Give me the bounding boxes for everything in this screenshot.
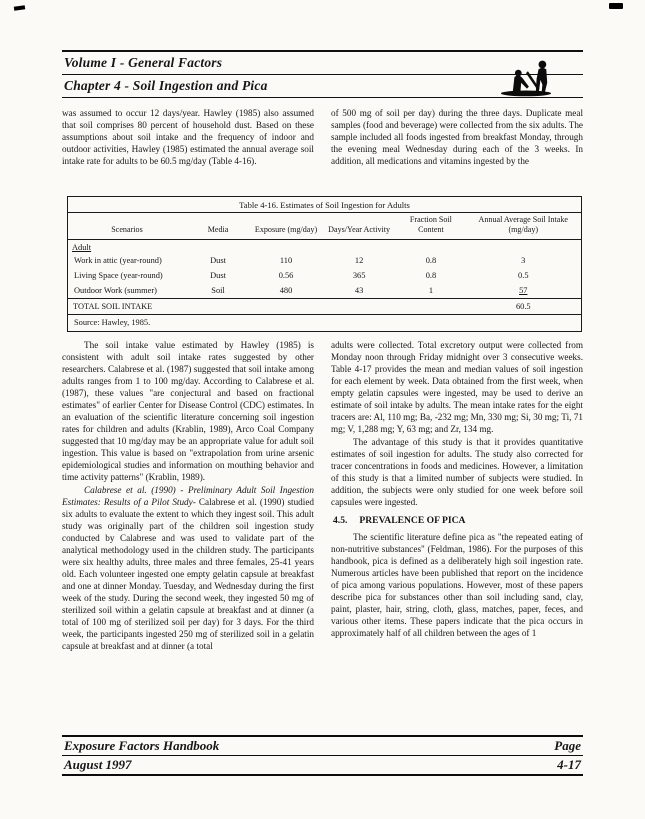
cell-media: Soil (211, 286, 225, 296)
paragraph: of 500 mg of soil per day) during the three days. Duplicate meal samples (food and beverage) were collected from the six adults. The sample included all foods ingested from breakfast Monday, through the evening meal Wednesday during each of the 3 weeks. In addition, all medications and vitamins ingested by the (331, 108, 583, 166)
paragraph-lead-italic: Calabrese et al. (1990) - Preliminary Adult Soil Ingestion Estimates: Results of a Pilot Study- (62, 485, 314, 507)
total-row (68, 299, 581, 315)
section-title: PREVALENCE OF PICA (359, 515, 466, 526)
total-label: TOTAL SOIL INTAKE (68, 299, 466, 315)
cell-exposure: 480 (279, 286, 293, 296)
right-column-top (331, 107, 583, 168)
footer-page-label: Page (554, 738, 581, 753)
table-row (68, 283, 581, 299)
col-header-fraction-soil: Fraction Soil Content (396, 213, 465, 240)
paragraph: The scientific literature define pica as "the repeated eating of non-nutritive substances" (Feldman, 1986). For the purposes of this handbook, pica is defined as a deliberately high soil ingestion rate. Numerous articles have been published that report on the incidence of pica among various populations. However, most of these papers describe pica for substances other than soil including sand, clay, paint, plaster, hair, string, cloth, glass, matches, paper, feces, and various other items. These papers indicate that the pica occurs in approximately half of all children between the ages of 1 (331, 532, 583, 638)
scan-artifact-top-left (14, 5, 25, 10)
group-row (68, 240, 581, 254)
table-row (68, 268, 581, 283)
total-value: 60.5 (466, 299, 581, 315)
cell-days: 365 (352, 271, 366, 281)
table-title: Table 4-16. Estimates of Soil Ingestion for Adults (68, 197, 581, 213)
col-header-days-year: Days/Year Activity (322, 213, 396, 240)
footer-row-1 (62, 737, 583, 755)
table-header-row (68, 213, 581, 240)
cell-media: Dust (210, 256, 226, 266)
section-heading (331, 515, 583, 527)
section-number: 4.5. (333, 515, 348, 526)
paragraph-rest: Calabrese et al. (1990) studied six adults to evaluate the extent to which they ingest soil. This adult study was originally part of the children soil ingestion study conducted by Calabrese and was used to validate part of the analytical methodology used in the children study. The participants were six healthy adults, three males and three females, 25-41 years old. Each volunteer ingested one empty gelatin capsule at breakfast and one at dinner Monday. Tuesday, and Wednesday during the first week of the study. During the second week, they ingested 50 mg of sterilized soil within a gelatin capsule at breakfast and at dinner (a total of 100 mg of sterilized soil per day) for 3 days. For the third week, the participants ingested 250 mg of sterilized soil in a gelatin capsule at breakfast and at dinner (a total (62, 497, 314, 651)
paragraph: The soil intake value estimated by Hawley (1985) is consistent with adult soil intake rates suggested by other researchers. Calabrese et al. (1987) suggested that soil intake among adults ranges from 1 to 100 mg/day. According to Calabrese et al. (1987), these values "are conjectural and based on fractional estimates" of earlier Center for Disease Control (CDC) estimates. In an evaluation of the scientific literature concerning soil ingestion rates for children and adults (Krablin, 1989), Arco Coal Company suggested that 10 mg/day may be an appropriate value for adult soil ingestion. This value is based on "extrapolation from urine arsenic epidemiological studies and information on mouthing behavior and time activity patterns" (Krablin, 1989). (62, 340, 314, 482)
soil-ingestion-table (68, 213, 581, 331)
paragraph: was assumed to occur 12 days/year. Hawley (1985) also assumed that soil comprises 80 percent of household dust. Based on these assumptions about soil intake and the frequency of indoor and outdoor activities, Hawley (1985) estimated the annual average soil intake rate for adults to be 60.5 mg/day (Table 4-16). (62, 108, 314, 166)
col-header-media: Media (186, 213, 250, 240)
cell-days: 43 (354, 286, 364, 296)
page-footer (62, 735, 583, 776)
footer-row-2 (62, 756, 583, 774)
table-row (68, 253, 581, 268)
cell-annual: 57 (519, 286, 528, 296)
cell-media: Dust (210, 271, 226, 281)
chapter-title: Chapter 4 - Soil Ingestion and Pica (64, 78, 268, 93)
cell-exposure: 0.56 (278, 271, 294, 281)
paragraph: The advantage of this study is that it provides quantitative estimates of soil ingestion for adults. The study also corrected for tracer concentrations in foods and medicines. However, a limitation of this study is that a limited number of subjects were studied. In addition, the subjects were only studied for one week before soil capsules were ingested. (331, 437, 583, 507)
footer-rule-bottom (62, 774, 583, 776)
left-column-bottom (62, 339, 314, 653)
cell-scenario: Living Space (year-round) (74, 271, 163, 281)
table-4-16 (67, 196, 582, 332)
left-column-top (62, 107, 314, 168)
page-header (62, 50, 583, 98)
cell-fraction: 0.8 (425, 256, 437, 266)
volume-title: Volume I - General Factors (64, 55, 223, 70)
cell-days: 12 (354, 256, 364, 266)
paragraph (62, 484, 314, 652)
footer-handbook-title: Exposure Factors Handbook (64, 738, 220, 753)
group-label: Adult (72, 243, 92, 253)
figures-logo-icon (499, 57, 553, 97)
footer-page-number: 4-17 (557, 757, 581, 772)
footer-date: August 1997 (64, 757, 132, 772)
col-header-scenarios: Scenarios (68, 213, 186, 240)
col-header-exposure: Exposure (mg/day) (250, 213, 322, 240)
table-source: Source: Hawley, 1985. (68, 315, 581, 332)
source-row (68, 315, 581, 332)
cell-scenario: Outdoor Work (summer) (74, 286, 157, 296)
cell-exposure: 110 (279, 256, 293, 266)
cell-annual: 3 (521, 256, 526, 266)
cell-fraction: 0.8 (425, 271, 437, 281)
paragraph: adults were collected. Total excretory output were collected from Monday noon through Friday midnight over 3 consecutive weeks. Table 4-17 provides the mean and median values of soil ingestion for each element by week. Data obtained from the first week, when empty gelatin capsules were ingested, may be used to derive an estimate of soil intake by adults. The mean intake rates for the eight tracers are: Al, 110 mg; Ba, -232 mg; Mn, 330 mg; Si, 30 mg; Ti, 71 mg; V, 1,288 mg; Y, 63 mg; and Zr, 134 mg. (331, 340, 583, 434)
scan-artifact-top-right (609, 3, 623, 9)
cell-fraction: 1 (428, 286, 434, 296)
right-column-bottom (331, 339, 583, 640)
header-rule-bottom (62, 97, 583, 98)
cell-scenario: Work in attic (year-round) (74, 256, 162, 266)
cell-annual: 0.5 (518, 271, 529, 281)
col-header-annual-intake: Annual Average Soil Intake (mg/day) (466, 213, 581, 240)
